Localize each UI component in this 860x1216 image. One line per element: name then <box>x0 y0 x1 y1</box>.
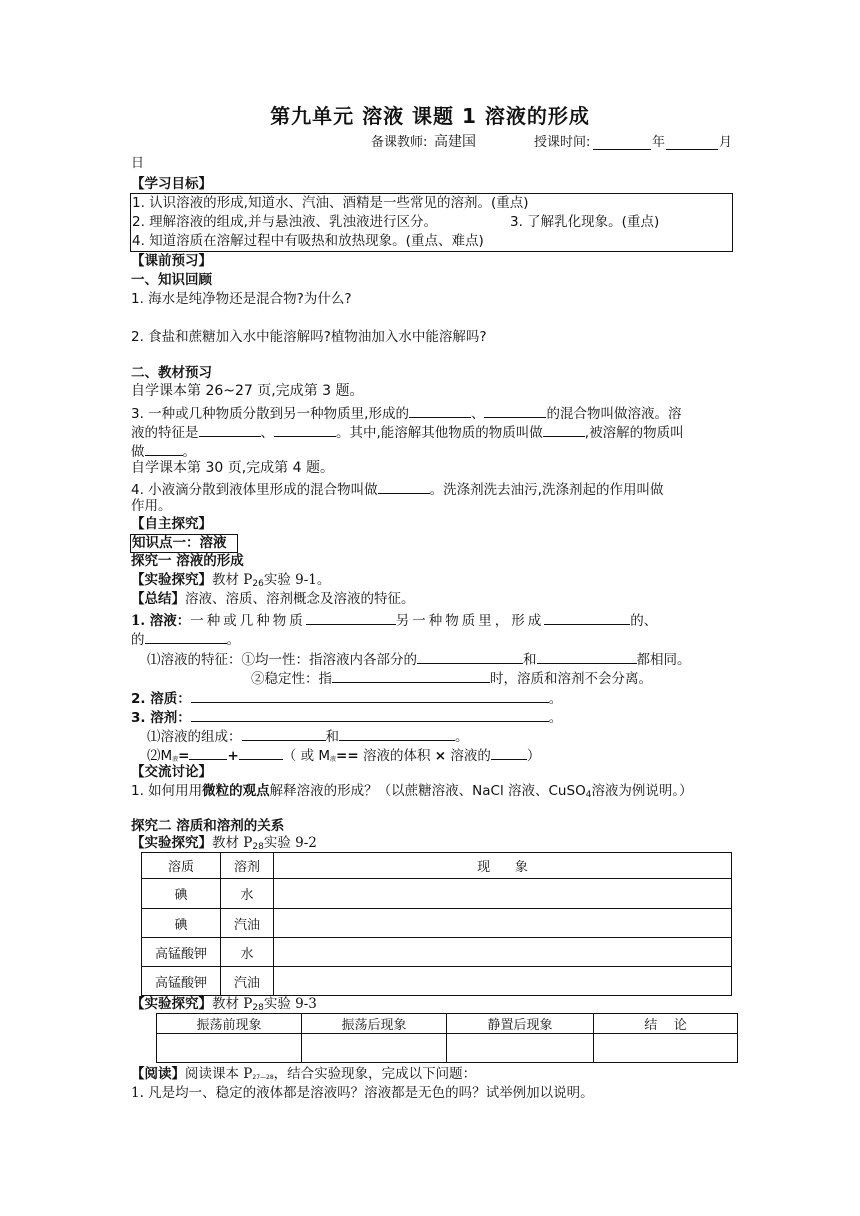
review-q1: 1. 海水是纯净物还是混合物?为什么? <box>131 291 352 307</box>
q3-blank-4 <box>274 422 336 437</box>
q3-text-e: 、 <box>260 425 274 441</box>
discuss-q1 <box>131 783 693 801</box>
cell-phenomenon[interactable] <box>274 909 732 938</box>
q3-blank-5 <box>543 422 585 437</box>
cell-phenomenon[interactable] <box>274 938 732 967</box>
year-label: 年 <box>652 135 666 150</box>
mass-volume: 溶液的体积 <box>358 748 435 764</box>
experiment3-label: 【实验探究】 <box>131 996 212 1012</box>
composition-blank-1 <box>242 726 326 741</box>
page-title: 第九单元 溶液 课题 1 溶液的形成 <box>270 104 590 128</box>
experiment2-label: 【实验探究】 <box>131 835 212 851</box>
feature-and: 和 <box>523 652 537 668</box>
q3-text-a: 3. 一种或几种物质分散到另一种物质里,形成的 <box>131 406 409 422</box>
solute-line <box>131 688 562 708</box>
reading-line <box>131 1066 476 1083</box>
composition-text: ⑴溶液的组成： <box>147 729 242 745</box>
reading-text-b: ，结合实验现象，完成以下问题： <box>273 1066 477 1082</box>
mass-blank-2 <box>239 745 283 760</box>
time-year-field <box>593 135 651 155</box>
solvent-period: 。 <box>548 710 563 726</box>
solution-def-label: 1. 溶液： <box>131 613 191 629</box>
knowledge-point-1: 知识点一：溶液 <box>132 535 227 551</box>
composition-and: 和 <box>325 729 339 745</box>
summary-label: 【总结】 <box>131 591 185 607</box>
cell-before-shake[interactable] <box>157 1034 302 1063</box>
solute-period: 。 <box>548 691 563 707</box>
header-solvent: 溶剂 <box>221 853 274 879</box>
experiment3-text-b: 实验 9-3 <box>263 996 317 1012</box>
header-after-shake: 振荡后现象 <box>302 1014 447 1034</box>
experiment-9-1 <box>131 572 330 590</box>
q4-text-a: 4. 小液滴分散到液体里形成的混合物叫做 <box>131 482 378 498</box>
q3-text-d: 液的特征是 <box>131 425 199 441</box>
time-month-field <box>666 135 718 155</box>
reading-label: 【阅读】 <box>131 1066 185 1082</box>
experiment2-text-a: 教材 P <box>212 835 253 851</box>
discuss-text-b: 解释溶液的形成？（以蔗糖溶液、NaCl 溶液、CuSO <box>269 783 586 799</box>
review-q2: 2. 食盐和蔗糖加入水中能溶解吗?植物油加入水中能溶解吗? <box>131 329 487 345</box>
table-row <box>142 938 732 967</box>
table-row <box>142 879 732 909</box>
textbook-preview-heading: 二、教材预习 <box>131 365 212 381</box>
self-study-2: 自学课本第 30 页,完成第 4 题。 <box>131 460 334 476</box>
feature-blank-1 <box>417 649 523 664</box>
solution-def-d: 的 <box>131 632 145 648</box>
cell-solute: 高锰酸钾 <box>142 938 221 967</box>
solvent-label: 3. 溶剂： <box>131 710 191 726</box>
solution-def-blank-1 <box>306 610 396 625</box>
cell-solvent: 水 <box>221 938 274 967</box>
q3-blank-3 <box>199 422 261 437</box>
cell-solute: 高锰酸钾 <box>142 967 221 996</box>
table2-row <box>157 1034 738 1063</box>
explore2-title: 探究二 溶质和溶剂的关系 <box>131 818 285 834</box>
solution-definition-line1 <box>131 610 657 630</box>
q3-text-f: 。其中,能溶解其他物质的物质叫做 <box>336 425 543 441</box>
discuss-sub: 4 <box>585 790 592 800</box>
explore-heading: 【自主探究】 <box>131 516 212 532</box>
cell-phenomenon[interactable] <box>274 967 732 996</box>
cell-after-settle[interactable] <box>447 1034 594 1063</box>
header-before-shake: 振荡前现象 <box>157 1014 302 1034</box>
day-label: 日 <box>131 156 145 171</box>
review-heading: 一、知识回顾 <box>131 272 212 288</box>
goal-2: 2. 理解溶液的组成,并与悬浊液、乳浊液进行区分。 <box>132 214 437 230</box>
solution-def-b: 另一种物质里，形成 <box>395 613 545 629</box>
mass-end: ） <box>526 748 541 764</box>
cell-solute: 碘 <box>142 879 221 909</box>
composition-blank-2 <box>339 726 455 741</box>
mass-m: ⑵M <box>147 748 173 764</box>
table-row <box>142 909 732 938</box>
q3-text-g: ,被溶解的物质叫 <box>584 425 684 441</box>
mass-sub-2: 液 <box>330 756 337 763</box>
summary-text: 溶液、溶质、溶剂概念及溶液的特征。 <box>185 591 415 607</box>
composition-line <box>147 726 469 746</box>
experiment-9-2-table <box>141 852 732 996</box>
q3-text-b: 、 <box>470 406 485 422</box>
experiment-label: 【实验探究】 <box>131 572 212 588</box>
cell-solvent: 汽油 <box>221 967 274 996</box>
experiment3-text-a: 教材 P <box>212 996 253 1012</box>
feature-uniform-line <box>147 649 691 669</box>
solvent-blank <box>191 707 549 722</box>
table-row <box>142 967 732 996</box>
mass-times: × <box>434 748 447 764</box>
stable-text-a: ②稳定性：指 <box>251 671 332 687</box>
reading-q1: 1. 凡是均一、稳定的液体都是溶液吗？溶液都是无色的吗？试举例加以说明。 <box>131 1085 594 1101</box>
experiment2-sub: 28 <box>252 842 264 852</box>
q3-blank-6 <box>145 441 183 456</box>
experiment3-sub: 28 <box>252 1003 264 1013</box>
solution-def-a: 一种或几种物质 <box>190 613 306 629</box>
mass-blank-3 <box>491 745 527 760</box>
mass-eq-2: == <box>336 748 359 764</box>
experiment-9-3 <box>131 996 317 1014</box>
header-conclusion: 结 论 <box>594 1014 738 1034</box>
feature-stable-line <box>251 668 652 688</box>
cell-after-shake[interactable] <box>302 1034 447 1063</box>
discuss-text-a: 1. 如何用用 <box>131 783 203 799</box>
cell-phenomenon[interactable] <box>274 879 732 909</box>
experiment-9-3-table <box>156 1013 738 1063</box>
cell-solute: 碘 <box>142 909 221 938</box>
cell-solvent: 汽油 <box>221 909 274 938</box>
q3-blank-2 <box>484 403 546 418</box>
explore1-title: 探究一 溶液的形成 <box>131 553 244 569</box>
feature-same: 都相同。 <box>636 652 691 668</box>
header-phenomenon: 现 象 <box>274 853 732 879</box>
reading-sub: 27—28 <box>252 1074 274 1081</box>
mass-sub: 液 <box>172 756 179 763</box>
feature-blank-2 <box>537 649 637 664</box>
preview-heading: 【课前预习】 <box>131 253 212 269</box>
solution-def-blank-2 <box>544 610 630 625</box>
time-label: 授课时间: <box>534 135 591 150</box>
cell-solvent: 水 <box>221 879 274 909</box>
solution-definition-line2 <box>131 629 240 649</box>
q3-text-h: 做 <box>131 444 145 460</box>
q3-blank-1 <box>409 403 471 418</box>
goal-4: 4. 知道溶质在溶解过程中有吸热和放热现象。(重点、难点) <box>132 233 484 249</box>
experiment-page-sub: 26 <box>252 579 264 589</box>
preview-q3-line3 <box>131 441 196 461</box>
teacher-label: 备课教师: <box>371 135 428 150</box>
table-header-row <box>142 853 732 879</box>
solution-def-e: 。 <box>226 632 240 648</box>
header-after-settle: 静置后现象 <box>447 1014 594 1034</box>
mass-density: 溶液的 <box>446 748 491 764</box>
stable-blank <box>332 668 490 683</box>
table2-header-row <box>157 1014 738 1034</box>
mass-or: （ 或 M <box>282 748 331 764</box>
q3-text-i: 。 <box>182 444 196 460</box>
experiment2-text-b: 实验 9-2 <box>263 835 317 851</box>
preview-q4-line1 <box>131 479 663 499</box>
goal-1: 1. 认识溶液的形成,知道水、汽油、酒精是一些常见的溶剂。(重点) <box>132 195 529 211</box>
mass-blank-1 <box>189 745 227 760</box>
q4-text-b: 。洗涤剂洗去油污,洗涤剂起的作用叫做 <box>429 482 664 498</box>
experiment-text-b: 实验 9-1。 <box>263 572 331 588</box>
mass-eq: = <box>178 748 190 764</box>
preview-q3-line2 <box>131 422 684 442</box>
q4-blank-1 <box>378 479 430 494</box>
experiment-text-a: 教材 P <box>212 572 253 588</box>
discuss-bold: 微粒的观点 <box>202 783 270 799</box>
preview-q4-line2: 作用。 <box>131 498 172 514</box>
discuss-text-c: 溶液为例说明。） <box>591 783 693 799</box>
self-study-1: 自学课本第 26~27 页,完成第 3 题。 <box>131 383 364 399</box>
solute-blank <box>191 688 549 703</box>
preview-q3-line1 <box>131 403 681 423</box>
q3-text-c: 的混合物叫做溶液。溶 <box>546 406 682 422</box>
solution-def-blank-3 <box>145 629 227 644</box>
solute-label: 2. 溶质： <box>131 691 191 707</box>
discuss-heading: 【交流讨论】 <box>131 764 212 780</box>
teacher-name: 高建国 <box>434 134 476 150</box>
experiment-9-2 <box>131 835 317 853</box>
header-solute: 溶质 <box>142 853 221 879</box>
feature-uniform-text: ⑴溶液的特征：①均一性：指溶液内各部分的 <box>147 652 417 668</box>
solvent-line <box>131 707 562 727</box>
mass-plus: + <box>227 748 239 764</box>
composition-end: 。 <box>455 729 469 745</box>
goals-heading: 【学习目标】 <box>131 176 212 192</box>
summary-line <box>131 591 415 608</box>
stable-text-b: 时，溶质和溶剂不会分离。 <box>490 671 652 687</box>
solution-def-c: 的、 <box>630 613 658 629</box>
reading-text-a: 阅读课本 P <box>185 1066 253 1082</box>
cell-conclusion[interactable] <box>594 1034 738 1063</box>
month-label: 月 <box>719 135 733 150</box>
goal-3: 3. 了解乳化现象。(重点) <box>510 214 660 230</box>
mass-formula-line <box>147 745 540 765</box>
